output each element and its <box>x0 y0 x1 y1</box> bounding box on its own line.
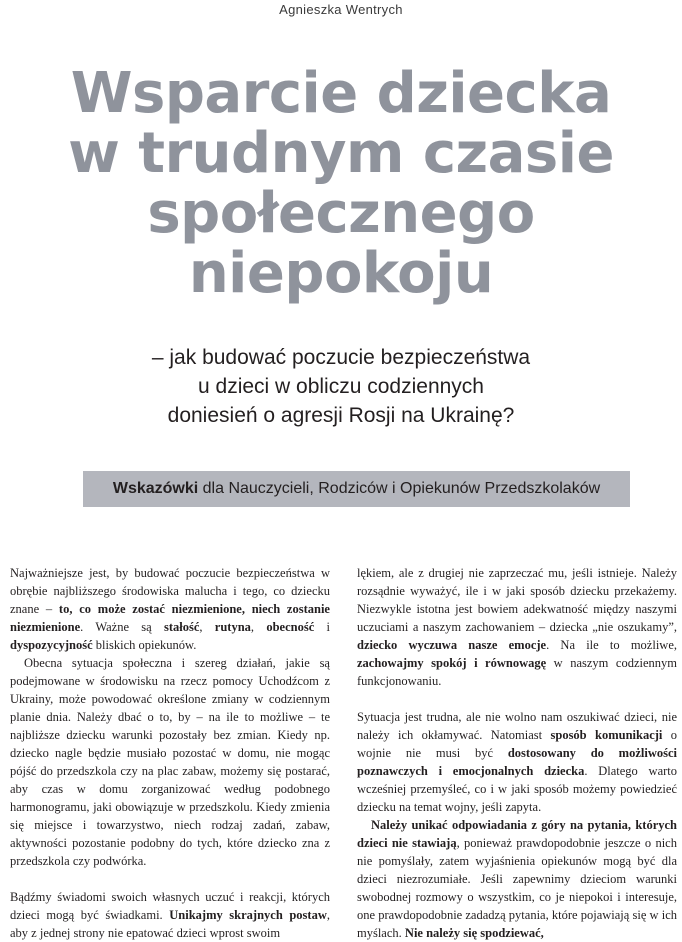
emphasis-text: rutyna <box>214 620 251 634</box>
body-text: . Na ile to możliwe, <box>546 638 677 652</box>
body-text: , ponieważ prawdopodobnie jeszcze o nich nie pomyślały, zatem wyjaśnienia opiekunów mogą być dla dzieci niezrozumiałe. Jeśli zapewnimy dzieciom warunki swobodnej rozmowy o wszystkim, co je niepokoi i interesuje, one prawdopodobnie zadadzą pytania, które pojawiają się w ich myślach. <box>357 836 677 940</box>
banner-label: dla Nauczycieli, Rodziców i Opiekunów Przedszkolaków <box>198 480 601 497</box>
body-text: , <box>250 620 267 634</box>
title-line: Wsparcie dziecka <box>70 61 612 126</box>
article-subtitle <box>0 343 682 430</box>
subtitle-line: u dzieci w obliczu codziennych <box>198 375 484 398</box>
body-text: o wojnie nie musi być <box>357 728 678 760</box>
body-text: Sytuacja jest trudna, ale nie wolno nam oszukiwać dzieci, nie należy ich okłamywać. Natomiast <box>357 710 677 742</box>
body-paragraph <box>10 888 330 942</box>
body-text: , aby z jednej strony nie epatować dzieci wprost swoim <box>10 908 330 940</box>
right-text-column <box>357 564 677 942</box>
body-text: , <box>199 620 215 634</box>
body-text: bliskich opiekunów. <box>92 638 197 652</box>
emphasis-text: to, co może zostać niezmienione, niech zostanie niezmienione <box>10 602 330 634</box>
body-text: . Ważne są <box>80 620 164 634</box>
body-paragraph <box>357 564 677 690</box>
author-name: Agnieszka Wentrych <box>279 2 403 17</box>
body-text: . Dlatego warto wcześniej przemyśleć, co i w jaki sposób możemy powiedzieć dziecku na temat wojny, jeśli zapyta. <box>357 764 678 814</box>
subtitle-line: doniesień o agresji Rosji na Ukrainę? <box>167 404 515 427</box>
title-line: społecznego <box>147 181 535 246</box>
emphasis-text: dziecko wyczuwa nasze emocje <box>357 638 547 652</box>
body-text: Obecna sytuacja społeczna i szereg działań, jakie są podejmowane w środowisku na rzecz pomocy Uchodźcom z Ukrainy, może powodować określone zmiany w codziennym planie dnia. Należy dbać o to, by – na ile to możliwe – te najbliższe dziecku warunki pozostały bez zmian. Kiedy np. dziecko nagle będzie musiało pozostać w domu, nie mogąc pójść do przedszkola czy na plac zabaw, możemy się postarać, aby czas w domu zorganizować według podobnego harmonogramu, jaki obowiązuje w przedszkolu. Kiedy zmienia się miejsce i towarzystwo, niech rodzaj zadań, zabaw, aktywności pozostanie podobny do tych, które dziecko zna z przedszkola czy podwórka. <box>10 656 330 868</box>
body-paragraph <box>10 654 330 870</box>
body-text: i <box>314 620 330 634</box>
body-paragraph <box>357 816 677 942</box>
emphasis-text: Nie należy się spodziewać, <box>404 926 544 940</box>
emphasis-text: obecność <box>266 620 315 634</box>
subtitle-line: – jak budować poczucie bezpieczeństwa <box>151 346 531 369</box>
emphasis-text: zachowajmy spokój i równowagę <box>357 656 547 670</box>
emphasis-text: dyspozycyjność <box>10 638 93 652</box>
article-title <box>0 61 682 306</box>
emphasis-text: Unikajmy skrajnych postaw <box>169 908 327 922</box>
emphasis-text: sposób komunikacji <box>550 728 663 742</box>
audience-banner <box>83 471 630 507</box>
body-text: w naszym codziennym funkcjonowaniu. <box>357 656 677 688</box>
emphasis-text: stałość <box>163 620 200 634</box>
title-line: w trudnym czasie <box>68 121 614 186</box>
body-paragraph <box>10 564 330 654</box>
body-text: Najważniejsze jest, by budować poczucie bezpieczeństwa w obrębie najbliższego środowiska malucha i tego, co dziecku znane – <box>10 566 330 616</box>
body-text: lękiem, ale z drugiej nie zaprzeczać mu, jeśli istnieje. Należy rozsądnie wyważyć, ile i w jaki sposób dziecku przekażemy. Niezwykle istotna jest bowiem adekwatność między naszymi uczuciami a naszym zachowaniem – dziecka „nie oszukamy”, <box>357 566 677 634</box>
emphasis-text: dostosowany do możliwości poznawczych i emocjonalnych dziecka <box>357 746 678 778</box>
title-line: niepokoju <box>188 241 494 306</box>
emphasis-text: Należy unikać odpowiadania z góry na pytania, których dzieci nie stawiają <box>357 818 677 850</box>
left-text-column <box>10 564 330 942</box>
body-text: Bądźmy świadomi swoich własnych uczuć i reakcji, których dzieci mogą być świadkami. <box>10 890 330 922</box>
body-paragraph <box>357 708 677 816</box>
banner-bold-label: Wskazówki <box>112 480 199 497</box>
